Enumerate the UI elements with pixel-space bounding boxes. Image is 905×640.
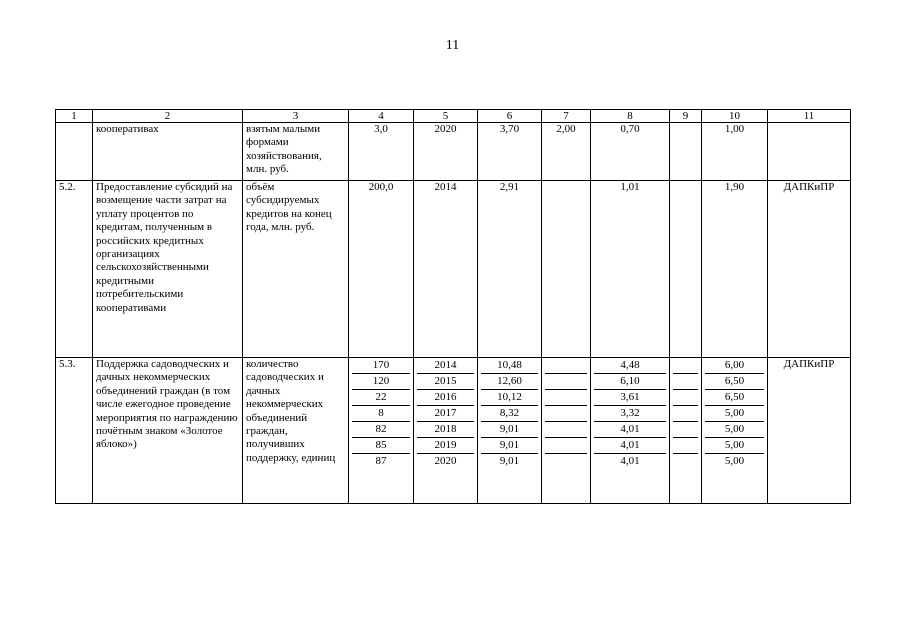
table-row	[56, 358, 851, 504]
sub-cell	[673, 358, 698, 374]
sub-row	[352, 358, 410, 374]
sub-cell: 170	[352, 358, 410, 374]
sub-cell: 9,01	[481, 438, 538, 454]
sub-cell	[673, 374, 698, 390]
sub-cell: 87	[375, 455, 387, 467]
indicator-value: 200,0	[349, 181, 414, 358]
sub-cell: 2017	[417, 406, 474, 422]
sub-cell: 22	[352, 390, 410, 406]
sub-cell: 6,10	[594, 374, 666, 390]
sub-row	[705, 422, 764, 438]
indicator-name: количество садоводческих и дачных некоммерческих объединений граждан, получивших поддержку, единиц	[243, 358, 349, 504]
amounts-col7	[542, 358, 591, 504]
sub-cell: 4,01	[620, 455, 640, 467]
sub-cell: 2016	[417, 390, 474, 406]
sub-row	[481, 438, 538, 454]
sub-cell: 3,61	[594, 390, 666, 406]
sub-cell: 5,00	[705, 438, 764, 454]
column-header: 7	[542, 110, 591, 123]
sub-cell	[545, 406, 587, 422]
sub-row	[417, 454, 474, 470]
sub-cell: 82	[352, 422, 410, 438]
sub-cell	[545, 390, 587, 406]
sub-row	[673, 390, 698, 406]
sub-cell	[545, 358, 587, 374]
column-header: 1	[56, 110, 93, 123]
column-header: 5	[414, 110, 478, 123]
sub-row	[705, 358, 764, 374]
indicator-name: взятым малыми формами хозяйствования, млн. руб.	[243, 123, 349, 181]
sub-row	[545, 406, 587, 422]
sub-row	[705, 374, 764, 390]
indicator-value: 3,0	[349, 123, 414, 181]
sub-row	[352, 406, 410, 422]
sub-cell	[545, 438, 587, 454]
column-header: 2	[93, 110, 243, 123]
column-header: 10	[702, 110, 768, 123]
row-number: 5.3.	[56, 358, 93, 504]
sub-row	[594, 374, 666, 390]
sub-row	[481, 374, 538, 390]
sub-cell: 10,48	[481, 358, 538, 374]
sub-cell: 8	[352, 406, 410, 422]
indicator-values	[349, 358, 414, 504]
sub-cell: 8,32	[481, 406, 538, 422]
sub-cell	[673, 454, 698, 470]
sub-row	[352, 390, 410, 406]
table-row	[56, 181, 851, 358]
column-number-row	[56, 110, 851, 123]
sub-cell: 4,48	[594, 358, 666, 374]
amount-col10: 1,00	[702, 123, 768, 181]
sub-row	[545, 374, 587, 390]
sub-cell	[545, 374, 587, 390]
amount-col10: 1,90	[702, 181, 768, 358]
sub-row	[352, 422, 410, 438]
sub-cell: 5,00	[705, 406, 764, 422]
column-header: 3	[243, 110, 349, 123]
year: 2014	[414, 181, 478, 358]
sub-row	[673, 406, 698, 422]
sub-row	[417, 438, 474, 454]
measure-name: Предоставление субсидий на возмещение части затрат на уплату процентов по кредитам, полученным в российских кредитных организациях сельскохозяйственными кредитными потребительскими кооперативами	[93, 181, 243, 358]
sub-row	[594, 390, 666, 406]
sub-cell	[673, 406, 698, 422]
amounts-total	[478, 358, 542, 504]
column-header: 8	[591, 110, 670, 123]
sub-row	[545, 438, 587, 454]
amount-total: 2,91	[478, 181, 542, 358]
sub-row	[673, 358, 698, 374]
program-table	[55, 109, 851, 504]
sub-cell: 4,01	[594, 438, 666, 454]
sub-row	[673, 422, 698, 438]
sub-row	[673, 438, 698, 454]
executor: ДАПКиПР	[768, 358, 851, 504]
sub-row	[481, 454, 538, 470]
sub-cell: 2014	[417, 358, 474, 374]
year: 2020	[414, 123, 478, 181]
sub-row	[594, 358, 666, 374]
sub-row	[594, 454, 666, 470]
sub-cell	[545, 422, 587, 438]
amount-col8: 0,70	[591, 123, 670, 181]
amounts-col8	[591, 358, 670, 504]
sub-cell: 3,32	[594, 406, 666, 422]
sub-cell: 4,01	[594, 422, 666, 438]
sub-row	[417, 406, 474, 422]
sub-cell: 2019	[417, 438, 474, 454]
sub-row	[705, 390, 764, 406]
sub-row	[352, 438, 410, 454]
amounts-col10	[702, 358, 768, 504]
executor	[768, 123, 851, 181]
amount-col7: 2,00	[542, 123, 591, 181]
amount-total: 3,70	[478, 123, 542, 181]
executor: ДАПКиПР	[768, 181, 851, 358]
measure-name: Поддержка садоводческих и дачных некоммерческих объединений граждан (в том числе ежегодное проведение мероприятия по награждению почётным знаком «Золотое яблоко»)	[93, 358, 243, 504]
sub-cell	[673, 422, 698, 438]
sub-cell: 9,01	[481, 422, 538, 438]
sub-cell	[545, 454, 587, 470]
sub-cell: 5,00	[705, 422, 764, 438]
sub-row	[705, 454, 764, 470]
years	[414, 358, 478, 504]
page-number: 11	[445, 38, 460, 53]
sub-row	[481, 406, 538, 422]
row-number	[56, 123, 93, 181]
sub-cell: 10,12	[481, 390, 538, 406]
sub-cell: 6,50	[705, 390, 764, 406]
sub-row	[352, 374, 410, 390]
sub-row	[481, 422, 538, 438]
amount-col8: 1,01	[591, 181, 670, 358]
sub-row	[673, 454, 698, 470]
sub-cell: 6,50	[705, 374, 764, 390]
sub-row	[673, 374, 698, 390]
sub-cell	[673, 438, 698, 454]
measure-name: кооперативах	[93, 123, 243, 181]
sub-row	[594, 438, 666, 454]
sub-cell	[673, 390, 698, 406]
indicator-name: объём субсидируемых кредитов на конец года, млн. руб.	[243, 181, 349, 358]
sub-row	[417, 358, 474, 374]
sub-row	[545, 390, 587, 406]
sub-row	[545, 358, 587, 374]
column-header: 6	[478, 110, 542, 123]
sub-row	[352, 454, 410, 470]
sub-cell: 2020	[434, 455, 457, 467]
column-header: 11	[768, 110, 851, 123]
sub-row	[481, 390, 538, 406]
sub-cell: 9,01	[499, 455, 520, 467]
sub-row	[417, 422, 474, 438]
amount-col7	[542, 181, 591, 358]
sub-cell: 85	[352, 438, 410, 454]
sub-row	[594, 422, 666, 438]
sub-cell: 5,00	[724, 455, 745, 467]
sub-row	[481, 358, 538, 374]
sub-row	[594, 406, 666, 422]
sub-row	[545, 422, 587, 438]
sub-cell: 6,00	[705, 358, 764, 374]
column-header: 4	[349, 110, 414, 123]
sub-row	[417, 390, 474, 406]
sub-cell: 12,60	[481, 374, 538, 390]
table-row	[56, 123, 851, 181]
sub-row	[417, 374, 474, 390]
column-header: 9	[670, 110, 702, 123]
row-number: 5.2.	[56, 181, 93, 358]
amount-col9	[670, 123, 702, 181]
amount-col9	[670, 181, 702, 358]
sub-row	[705, 438, 764, 454]
sub-row	[705, 406, 764, 422]
sub-cell: 2018	[417, 422, 474, 438]
sub-row	[545, 454, 587, 470]
sub-cell: 2015	[417, 374, 474, 390]
sub-cell: 120	[352, 374, 410, 390]
amounts-col9	[670, 358, 702, 504]
